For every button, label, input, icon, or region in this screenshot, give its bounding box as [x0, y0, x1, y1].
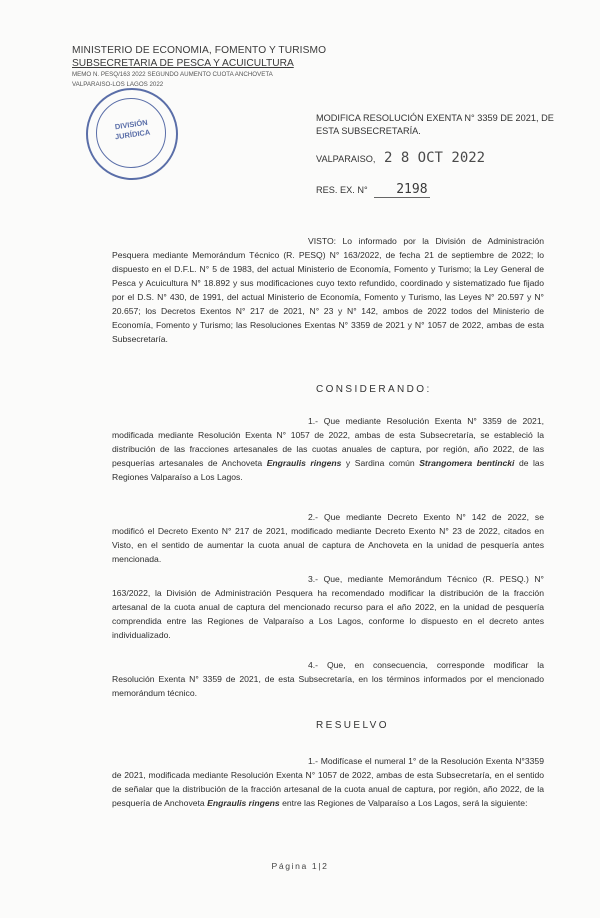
- visto-paragraph: [112, 234, 544, 346]
- considerando-3: [112, 572, 544, 642]
- memo-reference: MEMO N. PESQ/163 2022 SEGUNDO AUMENTO CUOTA ANCHOVETA: [72, 71, 273, 78]
- c4-text: 4.- Que, en consecuencia, corresponde modificar la Resolución Exenta N° 3359 de 2021, de esta Subsecretaría, en los términos informados por el mencionado memorándum técnico.: [112, 660, 544, 698]
- date-row: [316, 150, 485, 166]
- issue-date: 2 8 OCT 2022: [383, 150, 486, 166]
- c2-text: 2.- Que mediante Decreto Exento N° 142 de 2022, se modificó el Decreto Exento N° 217 de 2021, modificado mediante Decreto Exento N° 23 de 2022, citados en Visto, en el sentido de aumentar la cuota anual de captura de Anchoveta en la unidad de pesquería antes mencionada.: [112, 512, 544, 564]
- considerando-heading: CONSIDERANDO:: [316, 384, 432, 395]
- c1-text-b: y Sardina común: [341, 458, 420, 468]
- resuelvo-1: [112, 754, 544, 810]
- resolution-number-row: [316, 182, 430, 197]
- r1-species: Engraulis ringens: [207, 798, 280, 808]
- visto-text: VISTO: Lo informado por la División de Administración Pesquera mediante Memorándum Técnico (R. PESQ) N° 163/2022, de fecha 21 de septiembre de 2022; lo dispuesto en el D.F.L. N° 5 de 1983, del actual Ministerio de Economía, Fomento y Turismo; la Ley General de Pesca y Acuicultura N° 18.892 y sus modificaciones cuyo texto refundido, coordinado y sistematizado fue fijado por el D.S. N° 430, de 1991, del actual Ministerio de Economía, Fomento y Turismo, las Leyes N° 20.597 y N° 20.657; los Decretos Exentos N° 217 de 2021, N° 23 y N° 142, ambos de 2022 todos del Ministerio de Economía, Fomento y Turismo; las Resoluciones Exentas N° 3359 de 2021 y N° 1057 de 2022, ambas de esta Subsecretaría.: [112, 236, 544, 344]
- res-number: 2198: [374, 182, 429, 198]
- division-juridica-stamp: [86, 88, 178, 180]
- stamp-line-1: DIVISIÓN: [114, 117, 149, 132]
- resuelvo-heading: RESUELVO: [316, 720, 389, 731]
- r1-text-a: 1.- Modifícase el numeral 1° de la Resolución Exenta N°3359 de 2021, modificada mediante Resolución Exenta N° 1057 de 2022, ambas de esta Subsecretaría, en el sentido de señalar que la distribución de la fracción artesanal de la cuota anual de captura, por región, año 2022, de la pesquería de Anchoveta: [112, 756, 544, 808]
- c3-text: 3.- Que, mediante Memorándum Técnico (R. PESQ.) N° 163/2022, la División de Administración Pesquera ha recomendado modificar la distribución de la fracción artesanal de la cuota anual de captura del mencionado recurso para el año 2022, en la unidad de pesquería comprendida entre las Regiones de Valparaíso a Los Lagos, conforme lo dispuesto en el decreto antes individualizado.: [112, 574, 544, 640]
- r1-text-b: entre las Regiones de Valparaíso a Los Lagos, será la siguiente:: [279, 798, 528, 808]
- c1-species-1: Engraulis ringens: [266, 458, 342, 468]
- c1-text-a: 1.- Que mediante Resolución Exenta N° 3359 de 2021, modificada mediante Resolución Exenta N° 1057 de 2022, ambas de esta Subsecretaría, se estableció la distribución de las fracciones artesanales de las cuotas anuales de captura, por región, año 2022, de las pesquerías artesanales de Anchoveta: [112, 416, 544, 468]
- ministry-name: MINISTERIO DE ECONOMIA, FOMENTO Y TURISMO: [72, 45, 327, 56]
- letterhead: [72, 44, 332, 90]
- place-year: VALPARAISO-LOS LAGOS 2022: [72, 81, 164, 88]
- resolution-subject: MODIFICA RESOLUCIÓN EXENTA N° 3359 DE 2021, DE ESTA SUBSECRETARÍA.: [316, 113, 554, 136]
- c1-text-c: de las Regiones Valparaíso a Los Lagos.: [112, 458, 545, 482]
- considerando-1: [112, 414, 544, 484]
- city-label: VALPARAISO,: [316, 154, 376, 164]
- page-number: Página 1|2: [271, 861, 329, 871]
- stamp-line-2: JURÍDICA: [114, 127, 151, 142]
- considerando-2: [112, 510, 544, 566]
- considerando-4: [112, 658, 544, 700]
- c1-species-2: Strangomera bentincki: [419, 458, 515, 468]
- res-label: RES. EX. N°: [316, 185, 368, 195]
- subsecretaria-name: SUBSECRETARIA DE PESCA Y ACUICULTURA: [72, 58, 294, 69]
